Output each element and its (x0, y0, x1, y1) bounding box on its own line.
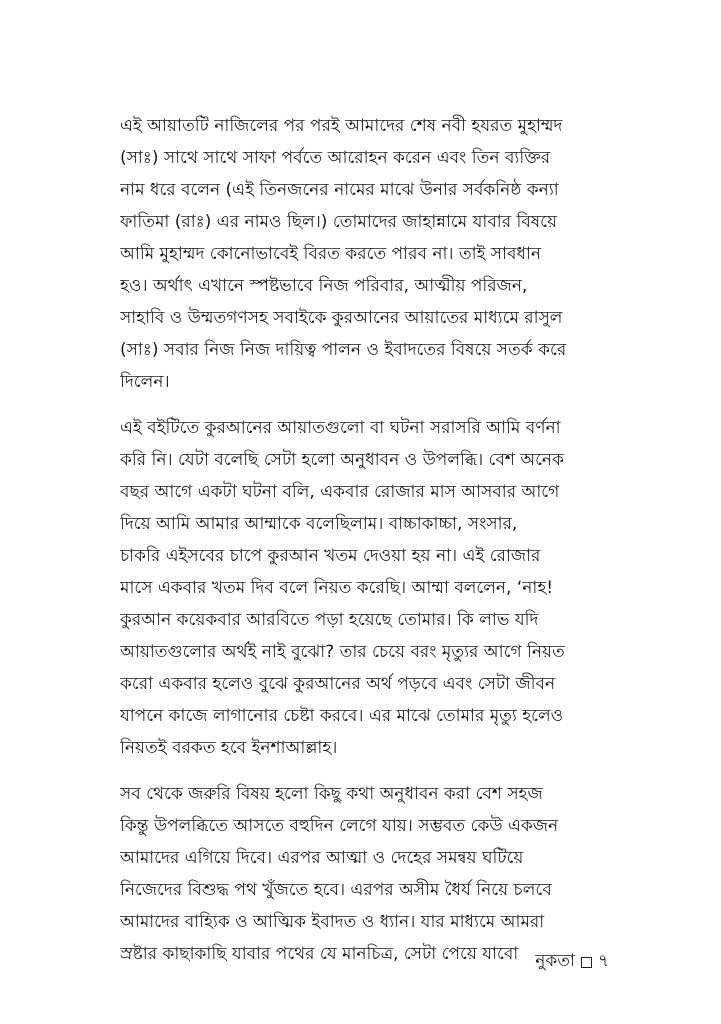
text-line: নিয়তই বরকত হবে ইনশাআল্লাহ। (120, 738, 338, 758)
text-line: এই বইটিতে কুরআনের আয়াতগুলো বা ঘটনা সরাসরি আমি বর্ণনা (120, 418, 561, 438)
text-line: নিজেদের বিশুদ্ধ পথ খুঁজতে হবে। এরপর অসীম ধৈর্য নিয়ে চলবে (120, 880, 552, 900)
text-line: কুরআন কয়েকবার আরবিতে পড়া হয়েছে তোমার। কি লাভ যদি (120, 610, 539, 630)
text-line: হও। অর্থাৎ এখানে স্পষ্টভাবে নিজ পরিবার, আত্মীয় পরিজন, (120, 276, 528, 296)
page-number: ৭ (597, 951, 609, 971)
text-line: সাহাবি ও উম্মতগণসহ সবাইকে কুরআনের আয়াতের মাধ্যমে রাসুল (120, 308, 563, 328)
text-line: নাম ধরে বলেন (এই তিনজনের নামের মাঝে উনার সর্বকনিষ্ঠ কন্যা (120, 180, 559, 200)
page-footer (535, 948, 609, 976)
text-line: ফাতিমা (রাঃ) এর নামও ছিল।) তোমাদের জাহান্নামে যাবার বিষয়ে (120, 212, 558, 232)
paragraph-3 (120, 778, 600, 970)
text-line: দিলেন। (120, 372, 170, 392)
text-line: আমাদের এগিয়ে দিবে। এরপর আত্মা ও দেহের সমন্বয় ঘটিয়ে (120, 848, 524, 868)
text-line: করো একবার হলেও বুঝে কুরআনের অর্থ পড়বে এবং সেটা জীবন (120, 674, 556, 694)
text-line: সব থেকে জরুরি বিষয় হলো কিছু কথা অনুধাবন করা বেশ সহজ (120, 784, 543, 804)
text-line: আয়াতগুলোর অর্থই নাই বুঝো? তার চেয়ে বরং মৃত্যুর আগে নিয়ত (120, 642, 565, 662)
text-line: যাপনে কাজে লাগানোর চেষ্টা করবে। এর মাঝে তোমার মৃত্যু হলেও (120, 706, 564, 726)
text-line: করি নি। যেটা বলেছি সেটা হলো অনুধাবন ও উপলব্ধি। বেশ অনেক (120, 450, 564, 470)
paragraph-2 (120, 412, 600, 764)
text-line: (সাঃ) সাথে সাথে সাফা পর্বতে আরোহন করেন এবং তিন ব্যক্তির (120, 148, 551, 168)
text-line: আমাদের বাহ্যিক ও আত্মিক ইবাদত ও ধ্যান। যার মাধ্যমে আমরা (120, 912, 545, 932)
text-line: আমি মুহাম্মদ কোনোভাবেই বিরত করতে পারব না। তাই সাবধান (120, 244, 542, 264)
book-title: নুকতা (535, 951, 575, 971)
text-line: মাসে একবার খতম দিব বলে নিয়ত করেছি। আম্মা বললেন, ‘নাহ! (120, 578, 554, 598)
text-line: কিন্তু উপলব্ধিতে আসতে বহুদিন লেগে যায়। সম্ভবত কেউ একজন (120, 816, 559, 836)
text-line: স্রষ্টার কাছাকাছি যাবার পথের যে মানচিত্র, সেটা পেয়ে যাবো (120, 944, 519, 964)
paragraph-1 (120, 110, 600, 398)
text-line: চাকরি এইসবের চাপে কুরআন খতম দেওয়া হয় না। এই রোজার (120, 546, 541, 566)
text-line: এই আয়াতটি নাজিলের পর পরই আমাদের শেষ নবী হযরত মুহাম্মদ (120, 116, 563, 136)
text-line: (সাঃ) সবার নিজ নিজ দায়িত্ব পালন ও ইবাদতের বিষয়ে সতর্ক করে (120, 340, 567, 360)
text-line: বছর আগে একটা ঘটনা বলি, একবার রোজার মাস আসবার আগে (120, 482, 560, 502)
page-body (120, 110, 600, 984)
text-line: দিয়ে আমি আমার আম্মাকে বলেছিলাম। বাচ্চাকাচ্চা, সংসার, (120, 514, 518, 534)
square-separator-icon (581, 957, 592, 968)
